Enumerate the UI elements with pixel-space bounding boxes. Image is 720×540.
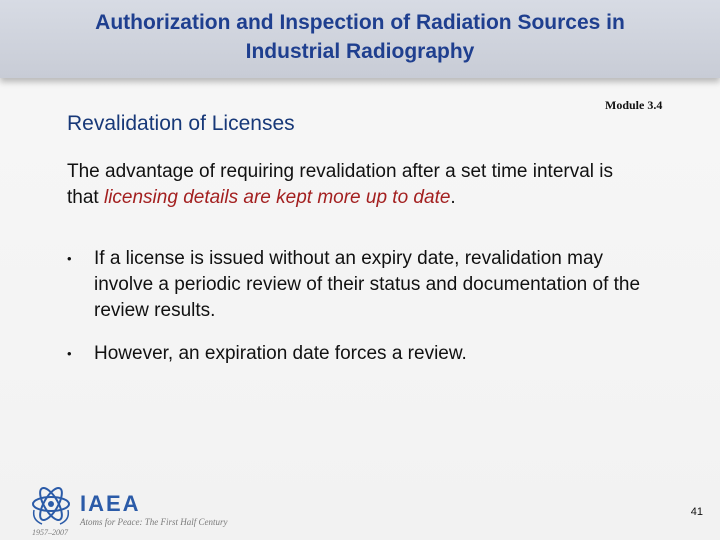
module-label: Module 3.4 [605,98,663,112]
slide-title [20,8,700,66]
logo-wordmark: IAEA [80,491,141,516]
bullet-item [67,246,657,324]
iaea-logo [28,484,228,536]
intro-text: The advantage of requiring revalidation after a set time interval is that [67,161,614,208]
bullet-item [67,341,657,367]
bullet-marker: • [67,251,72,266]
slide-title-line-1: Authorization and Inspection of Radiation Sources in [95,11,625,34]
logo-tagline: Atoms for Peace: The First Half Century [80,517,228,527]
intro-text-end: . [450,187,456,208]
bullet-text: If a license is issued without an expiry date, revalidation may involve a periodic review of their status and documentation of the review results. [94,248,641,321]
atom-emblem-icon [28,484,74,528]
header-bar [0,0,720,78]
bullet-marker: • [67,346,72,361]
section-subtitle: Revalidation of Licenses [67,112,295,135]
intro-paragraph [67,159,647,211]
page-number: 41 [690,506,703,518]
intro-emphasis: licensing details are kept more up to date [103,187,451,208]
slide-title-line-2: Industrial Radiography [245,40,475,63]
logo-years: 1957–2007 [32,528,68,537]
bullet-text: However, an expiration date forces a review. [94,343,467,364]
